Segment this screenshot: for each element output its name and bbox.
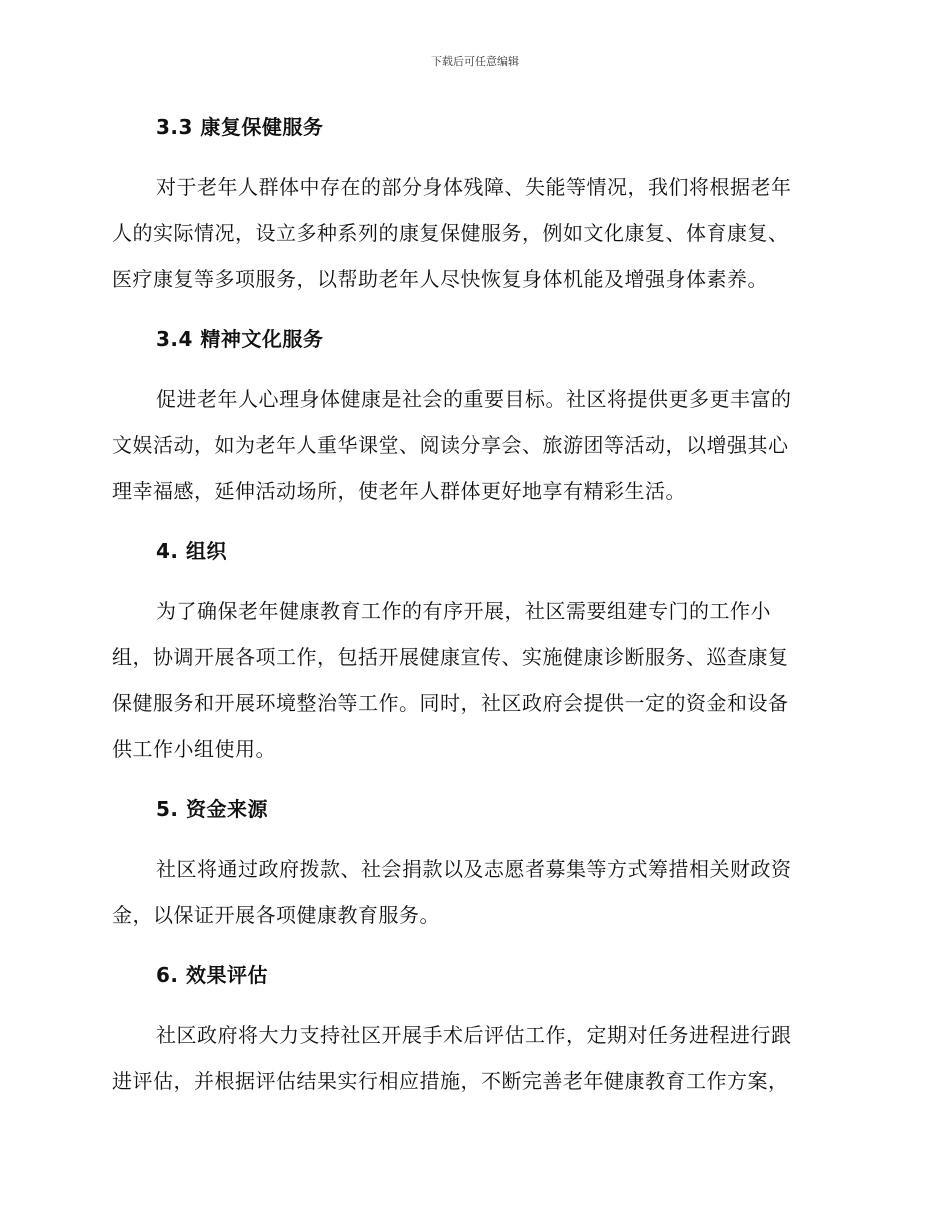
page-header: 下载后可任意编辑 xyxy=(431,55,519,68)
document-body xyxy=(112,110,832,1104)
section-6 xyxy=(112,958,832,1104)
paragraph-line: 人的实际情况，设立多种系列的康复保健服务，例如文化康复、体育康复、 xyxy=(112,221,789,245)
paragraph-line: 进评估，并根据评估结果实行相应措施，不断完善老年健康教育工作方案， xyxy=(112,1069,789,1093)
paragraph-line: 医疗康复等多项服务，以帮助老年人尽快恢复身体机能及增强身体素养。 xyxy=(112,267,768,291)
paragraph-line: 促进老年人心理身体健康是社会的重要目标。社区将提供更多更丰富的 xyxy=(156,387,792,411)
paragraph-line: 金，以保证开展各项健康教育服务。 xyxy=(112,903,440,927)
paragraph-line: 社区政府将大力支持社区开展手术后评估工作，定期对任务进程进行跟 xyxy=(156,1023,792,1047)
paragraph-line: 组，协调开展各项工作，包括开展健康宣传、实施健康诊断服务、巡查康复 xyxy=(112,645,789,669)
section-heading: 5. 资金来源 xyxy=(156,797,268,821)
paragraph-line: 保健服务和开展环境整治等工作。同时，社区政府会提供一定的资金和设备 xyxy=(112,691,789,715)
section-paragraph xyxy=(112,846,832,938)
paragraph-line: 社区将通过政府拨款、社会捐款以及志愿者募集等方式筹措相关财政资 xyxy=(156,857,792,881)
paragraph-line: 理幸福感，延伸活动场所，使老年人群体更好地享有精彩生活。 xyxy=(112,479,686,503)
section-4 xyxy=(112,534,832,772)
section-paragraph xyxy=(112,1012,832,1104)
paragraph-line: 对于老年人群体中存在的部分身体残障、失能等情况，我们将根据老年 xyxy=(156,175,792,199)
section-3-4 xyxy=(112,322,832,514)
section-5 xyxy=(112,792,832,938)
section-paragraph xyxy=(112,376,832,514)
paragraph-line: 文娱活动，如为老年人重华课堂、阅读分享会、旅游团等活动，以增强其心 xyxy=(112,433,789,457)
section-heading: 4. 组织 xyxy=(156,539,227,563)
section-3-3 xyxy=(112,110,832,302)
section-heading: 6. 效果评估 xyxy=(156,963,268,987)
section-paragraph xyxy=(112,588,832,772)
section-heading: 3.3 康复保健服务 xyxy=(156,115,324,139)
section-paragraph xyxy=(112,164,832,302)
paragraph-line: 为了确保老年健康教育工作的有序开展，社区需要组建专门的工作小 xyxy=(156,599,771,623)
section-heading: 3.4 精神文化服务 xyxy=(156,327,324,351)
paragraph-line: 供工作小组使用。 xyxy=(112,737,276,761)
